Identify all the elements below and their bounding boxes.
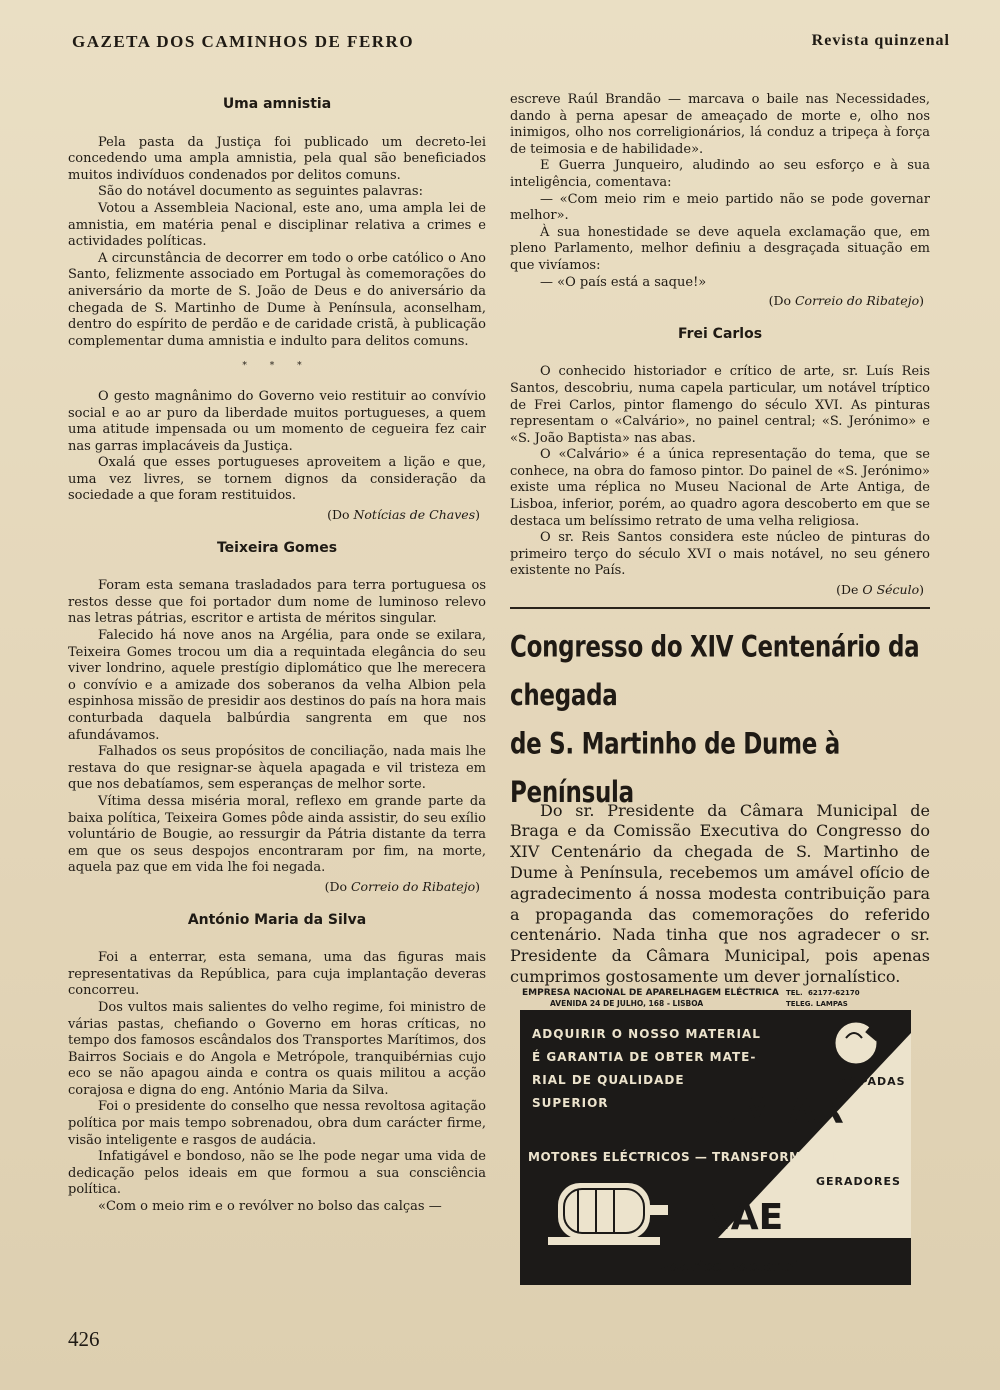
- ad-company-name: EMPRESA NACIONAL DE APARELHAGEM ELÉCTRICA: [522, 988, 779, 998]
- ad-slogan-line: ADQUIRIR O NOSSO MATERIAL: [532, 1027, 761, 1041]
- paragraph: Foram esta semana trasladados para terra portuguesa os restos desse que foi portador dum nome de luminoso relevo nas letras pátrias, escritor e artista de méritos singular.: [68, 578, 486, 627]
- source-name: O Século: [862, 582, 920, 598]
- right-column: [510, 92, 930, 988]
- ad-telegram: LAMPAS: [816, 1000, 848, 1008]
- section-separator: * * *: [242, 361, 312, 372]
- source-credit: [510, 293, 924, 310]
- source-suffix: ): [919, 582, 924, 598]
- paragraph: Foi a enterrar, esta semana, uma das figuras mais representativas da República, para cuja implantação deveras concorreu.: [68, 950, 486, 999]
- paragraph: À sua honestidade se deve aquela exclamação que, em pleno Parlamento, melhor definiu a desgraçada situação em que vivíamos:: [510, 224, 930, 273]
- article-title-amnistia: Uma amnistia: [222, 96, 332, 112]
- publication-title: GAZETA DOS CAMINHOS DE FERRO: [72, 32, 415, 51]
- source-suffix: ): [919, 293, 924, 309]
- advertisement-artwork: [518, 983, 913, 1285]
- source-prefix: (Do: [327, 507, 354, 523]
- source-suffix: ): [475, 507, 480, 523]
- ad-phone: 62177-62170: [808, 989, 860, 997]
- paragraph: Falhados os seus propósitos de conciliação, nada mais lhe restava do que resignar-se àquela apagada e vil tristeza em que nos debatíamos, sem esperanças de melhor sorte.: [68, 744, 486, 793]
- paragraph: Do sr. Presidente da Câmara Municipal de Braga e da Comissão Executiva do Congresso do XIV Centenário da chegada de S. Martinho de Dume à Península, recebemos um amável ofício de agradecimento á nossa modesta contribuição para a propaganda das comemorações do referido centenário. Nada tinha que nos agradecer o sr. Presidente da Câmara Municipal, pois apenas cumprimos gostosamente um dever jornalístico.: [510, 800, 930, 986]
- publication-subtitle: Revista quinzenal: [811, 32, 950, 49]
- article-title-teixeira-gomes: Teixeira Gomes: [216, 539, 338, 556]
- paragraph: E Guerra Junqueiro, aludindo ao seu esforço e à sua inteligência, comentava:: [510, 158, 930, 190]
- ad-slogan-line: É GARANTIA DE OBTER MATE-: [532, 1050, 757, 1064]
- paragraph: — «Com meio rim e meio partido não se pode governar melhor».: [510, 191, 930, 224]
- paragraph: O sr. Reis Santos considera este núcleo de pinturas do primeiro terço do século XVI o mais notável, no seu género existente no País.: [510, 530, 930, 579]
- paragraph: Infatigável e bondoso, não se lhe pode negar uma vida de dedicação pelos ideais em que formou a sua consciência política.: [68, 1149, 486, 1198]
- ad-brand-lumiar: LUMIAR: [688, 1091, 844, 1132]
- paragraph: Falecido há nove anos na Argélia, para onde se exilara, Teixeira Gomes trocou um dia a requintada elegância do seu viver londrino, aquele prestígio diplomático que lhe merecera o convívio e a amizade dos soberanos da velha Albion pela espinhosa missão de presidir aos destinos do país na hora mais conturbada daquela balbúrdia sangrenta em que nos afundávamos.: [68, 628, 486, 743]
- ad-fabrico-nacional: Fabrico nacional: [660, 1257, 800, 1275]
- spacer: [68, 896, 486, 912]
- paragraph: — «O país está a saque!»: [540, 274, 707, 290]
- running-header: [72, 32, 950, 56]
- paragraph: «Com o meio rim e o revólver no bolso das calças —: [98, 1199, 442, 1215]
- headline-line: de S. Martinho de Dume à Península: [510, 727, 840, 810]
- congress-body: [510, 801, 930, 988]
- source-suffix: ): [475, 878, 480, 894]
- paragraph: Foi o presidente do conselho que nessa revoltosa agitação política por mais tempo sobrenadou, obra dum carácter firme, visão inteligente e rasgos de audácia.: [68, 1099, 486, 1148]
- paragraph-continued: escreve Raúl Brandão — marcava o baile nas Necessidades, dando à perna apesar de ameaçado de morte e, olho nos inimigos, olho nos correligionários, lá conduz a tripeça à força de teimosia e de habilidade».: [510, 92, 930, 157]
- section-divider: [510, 607, 930, 609]
- source-name: Notícias de Chaves: [353, 507, 476, 523]
- source-name: Correio do Ribatejo: [794, 293, 920, 309]
- source-prefix: (Do: [324, 878, 351, 894]
- source-credit: [68, 507, 480, 524]
- ad-address: AVENIDA 24 DE JULHO, 168 - LISBOA: [550, 999, 704, 1008]
- paragraph: A circunstância de decorrer em todo o orbe católico o Ano Santo, felizmente associado em Portugal às comemorações do aniversário da morte de S. João de Deus e do aniversário da chegada de S. Martinho de Dume à Península, aconselham, dentro do espírito de perdão e de caridade cristã, à publicação complementar duma amnistia e indulto para delitos comuns.: [68, 250, 486, 349]
- source-prefix: (De: [836, 582, 863, 598]
- paragraph: O «Calvário» é a única representação do tema, que se conhece, na obra do famoso pintor. Do painel de «S. Jerónimo» existe uma réplica no Museu Nacional de Arte Antiga, de Lisboa, inferior, porém, ao quadro agora descoberto em que se destaca um belíssimo retrato de uma velha religiosa.: [510, 447, 930, 529]
- congress-headline: [510, 623, 930, 818]
- paragraph: Oxalá que esses portugueses aproveitem a lição e que, uma vez livres, se tornem dignos da consideração da sociedade a que foram restituidos.: [68, 455, 486, 504]
- paragraph: São do notável documento as seguintes palavras:: [98, 184, 423, 200]
- spacer: [510, 310, 930, 326]
- ad-lampadas-label: LÂMPADAS: [830, 1075, 906, 1088]
- headline-line: Congresso do XIV Centenário da chegada: [510, 630, 920, 713]
- page-number: 426: [68, 1327, 100, 1351]
- ad-telegram-label: TELEG.: [786, 1000, 814, 1008]
- ad-slogan-line: RIAL DE QUALIDADE: [532, 1073, 685, 1087]
- paragraph: Pela pasta da Justiça foi publicado um decreto-lei concedendo uma ampla amnistia, pela qual são beneficiados muitos indivíduos condenados por delitos comuns.: [68, 134, 486, 183]
- paragraph: Vítima dessa miséria moral, reflexo em grande parte da baixa política, Teixeira Gomes pôde ainda assistir, do seu exílio voluntário de Bougie, ao ressurgir da Pátria distante da terra em que os seus despojos encontraram por fim, na morte, aquela paz que em vida lhe foi negada.: [68, 793, 486, 876]
- ad-generators-label: GERADORES: [816, 1175, 901, 1188]
- source-prefix: (Do: [768, 293, 795, 309]
- ad-slogan-line: SUPERIOR: [532, 1096, 609, 1110]
- article-title-antonio-maria-da-silva: António Maria da Silva: [187, 911, 367, 928]
- ad-phone-label: TEL.: [786, 989, 803, 997]
- spacer: [68, 524, 486, 540]
- source-name: Correio do Ribatejo: [350, 878, 476, 894]
- source-credit: [68, 879, 480, 896]
- paragraph: Dos vultos mais salientes do velho regime, foi ministro de várias pastas, chefiando o Governo em horas críticas, no tempo dos famosos escândalos dos Transportes Marítimos, dos Bairros Sociais e do Angola e Metrópole, tranquibérnias cujo eco se não apagou ainda e contra os quais militou a acção corajosa e digna do eng. António Maria da Silva.: [68, 999, 486, 1098]
- source-credit: [510, 582, 924, 599]
- paragraph: O gesto magnânimo do Governo veio restituir ao convívio social e ao ar puro da liberdade muitos portugueses, a quem uma atitude impensada ou um momento de cegueira fez cair nas garras implacáveis da Justiça.: [68, 388, 486, 454]
- ad-brand-enae: ENAE: [676, 1197, 784, 1238]
- article-title-frei-carlos: Frei Carlos: [677, 325, 763, 342]
- enae-advertisement: [518, 983, 913, 1285]
- left-column: [68, 96, 486, 1216]
- ad-products-line: MOTORES ELÉCTRICOS — TRANSFORMADORES: [528, 1150, 861, 1164]
- paragraph: Votou a Assembleia Nacional, este ano, uma ampla lei de amnistia, em matéria penal e disciplinar relativa a crimes e actividades políticas.: [68, 200, 486, 250]
- paragraph: O conhecido historiador e crítico de arte, sr. Luís Reis Santos, descobriu, numa capela particular, um notável tríptico de Frei Carlos, pintor flamengo do século XVI. As pinturas representam o «Calvário», no painel central; «S. Jerónimo» e «S. João Baptista» nas abas.: [510, 364, 930, 446]
